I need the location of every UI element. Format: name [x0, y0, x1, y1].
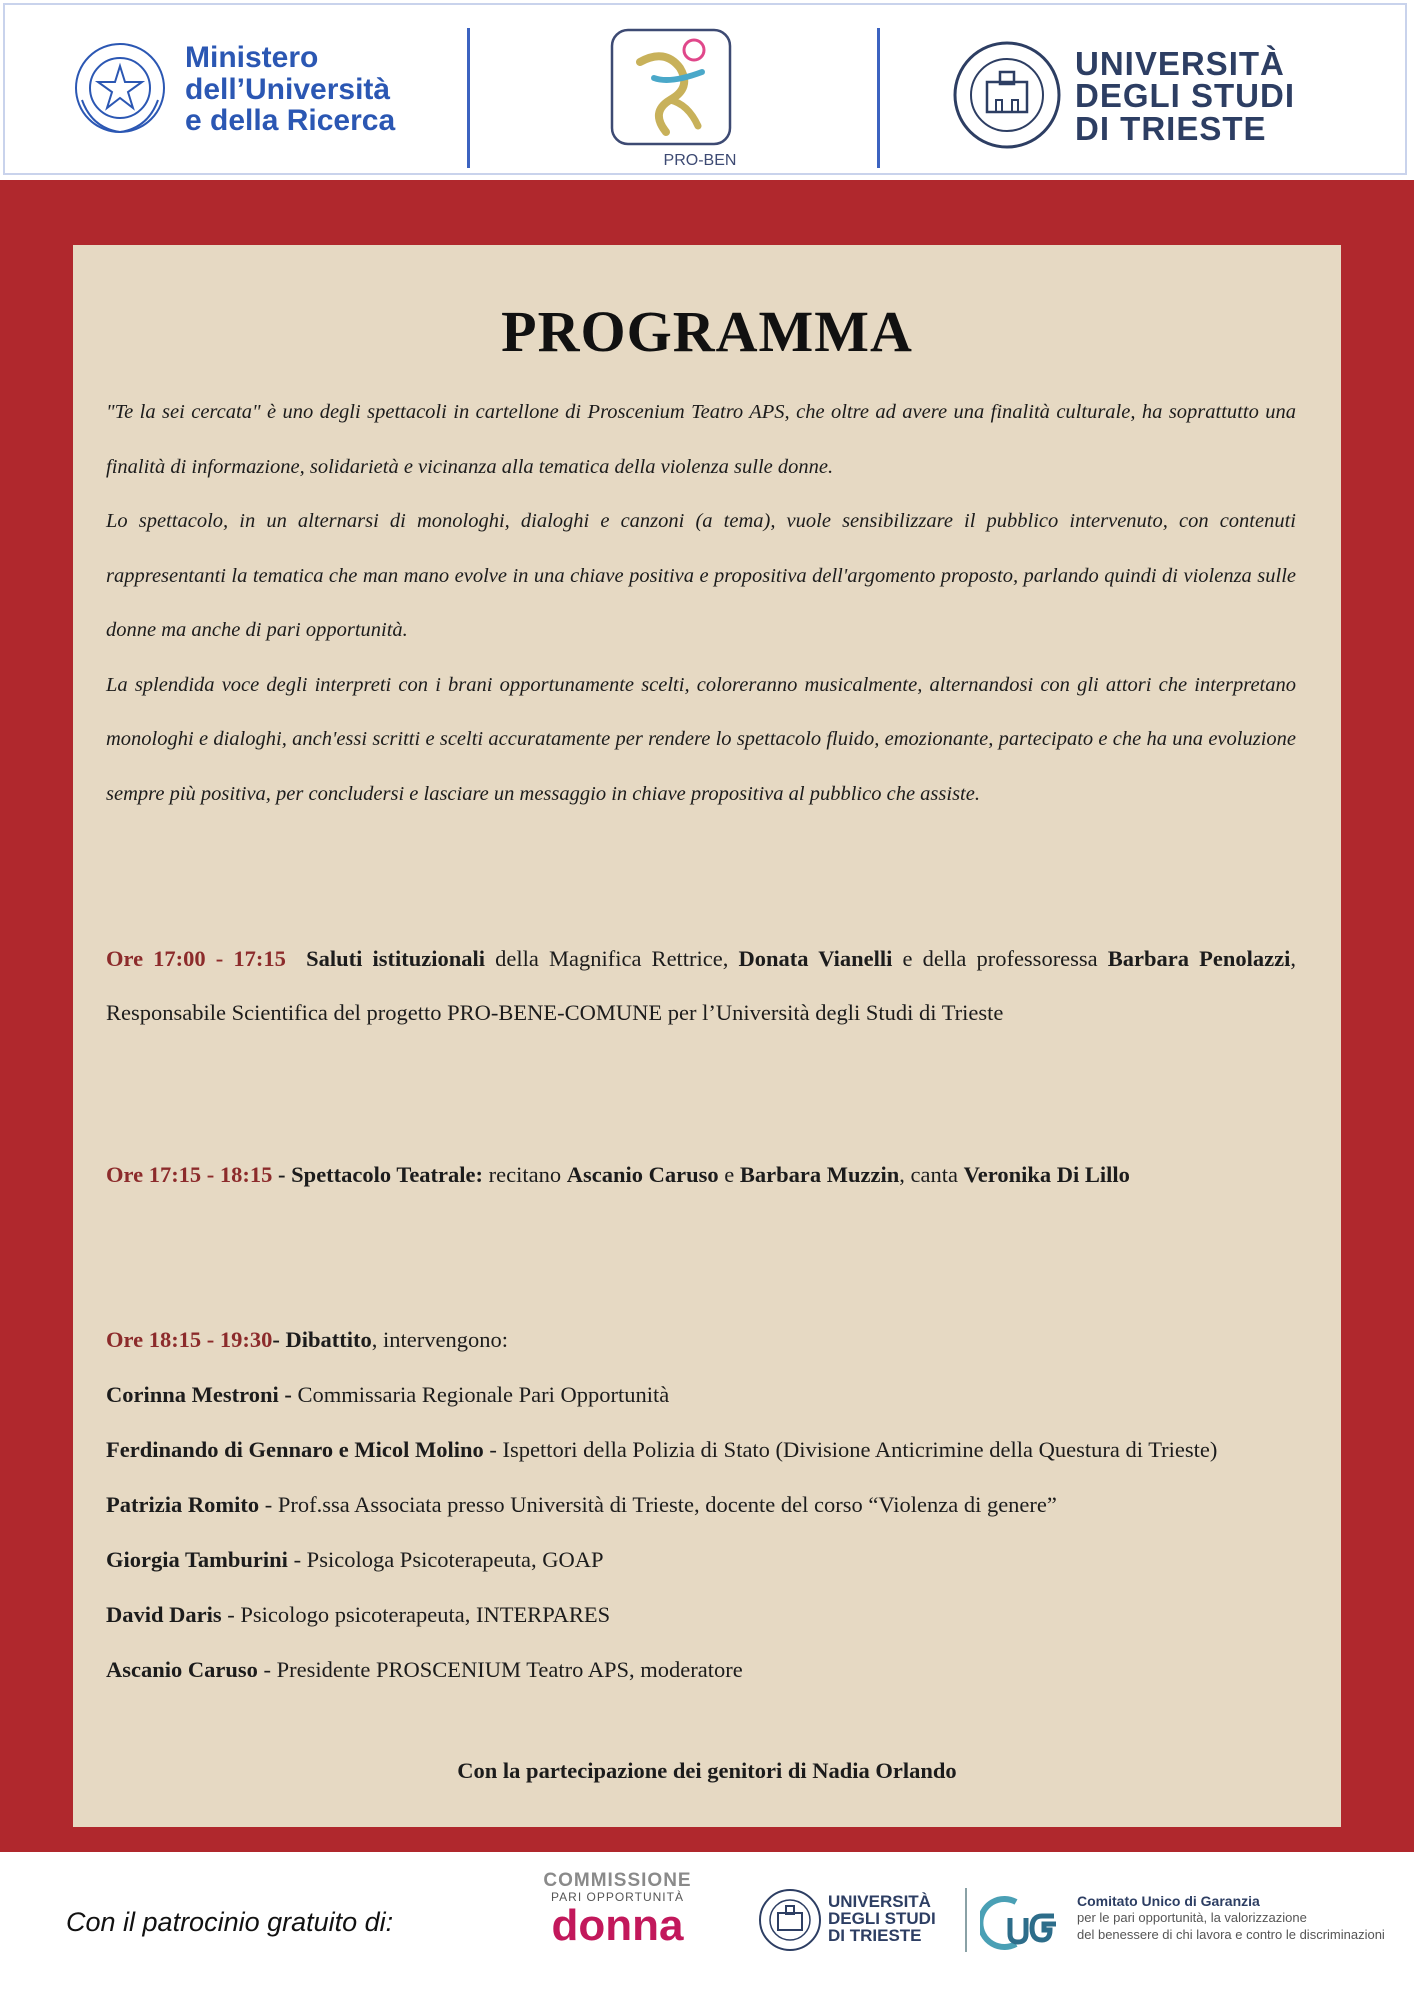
- schedule-item-show: Ore 17:15 - 18:15 - Spettacolo Teatrale: recitano Ascanio Caruso e Barbara Muzzin, canta Veronika Di Lillo: [106, 1162, 1130, 1187]
- speaker-name: David Daris: [106, 1602, 222, 1627]
- speaker-name: Giorgia Tamburini: [106, 1547, 288, 1572]
- schedule-time: Ore 17:00 - 17:15: [106, 946, 286, 971]
- university-footer-text: UNIVERSITÀ DEGLI STUDI DI TRIESTE: [828, 1892, 936, 1945]
- cug-logo-icon: [980, 1888, 1060, 1956]
- patronage-label: Con il patrocinio gratuito di:: [66, 1907, 394, 1937]
- speaker-item: Patrizia Romito - Prof.ssa Associata presso Università di Trieste, docente del corso “Violenza di genere”: [106, 1492, 1057, 1517]
- university-logo-text: UNIVERSITÀ DEGLI STUDI DI TRIESTE: [1075, 45, 1296, 147]
- schedule-title: - Dibattito: [272, 1327, 372, 1352]
- person-name: Barbara Muzzin: [739, 1162, 900, 1187]
- person-name: Barbara Penolazzi: [1107, 946, 1291, 971]
- schedule-time: Ore 18:15 - 19:30: [106, 1327, 273, 1352]
- speaker-item: Ferdinando di Gennaro e Micol Molino - Ispettori della Polizia di Stato (Divisione Anticrimine della Questura di Trieste): [106, 1437, 1218, 1462]
- speaker-item: Giorgia Tamburini - Psicologa Psicoterapeuta, GOAP: [106, 1547, 604, 1572]
- closing-note: Con la partecipazione dei genitori di Nadia Orlando: [457, 1758, 957, 1783]
- speaker-item: Corinna Mestroni - Commissaria Regionale Pari Opportunità: [106, 1382, 670, 1407]
- ministry-logo-text: Ministero dell’Università e della Ricerca: [185, 41, 396, 137]
- cug-description: Comitato Unico di Garanzia per le pari opportunità, la valorizzazione del benessere di chi lavora e contro le discriminazioni: [1077, 1893, 1385, 1943]
- schedule-title: Spettacolo Teatrale:: [291, 1162, 484, 1187]
- republic-emblem-icon: [72, 40, 168, 136]
- header-banner: [0, 0, 1414, 180]
- person-name: Donata Vianelli: [738, 946, 893, 971]
- university-seal-icon: [758, 1888, 822, 1952]
- intro-paragraph: "Te la sei cercata" è uno degli spettacoli in cartellone di Proscenium Teatro APS, che oltre ad avere una finalità culturale, ha soprattutto una finalità di informazione, solidarietà e vicinanza alla tematica della violenza sulle donne.: [106, 401, 1296, 478]
- intro-paragraph: La splendida voce degli interpreti con i brani opportunamente scelti, coloreranno musicalmente, alternandosi con gli attori che interpretano monologhi e dialoghi, anch'essi scritti e scelti accuratamente per rendere lo spettacolo fluido, emozionante, partecipato e che ha una evoluzione sempre più positiva, per concludersi e lasciare un messaggio in chiave propositiva al pubblico che assiste.: [106, 673, 1296, 805]
- speaker-name: Ascanio Caruso: [106, 1657, 258, 1682]
- university-seal-icon: [952, 40, 1062, 150]
- schedule-time: Ore 17:15 - 18:15: [106, 1162, 273, 1187]
- speaker-name: Patrizia Romito: [106, 1492, 260, 1517]
- person-name: Veronika Di Lillo: [963, 1162, 1130, 1187]
- speaker-item: David Daris - Psicologo psicoterapeuta, INTERPARES: [106, 1602, 611, 1627]
- intro-text: [106, 385, 1296, 821]
- person-name: Ascanio Caruso: [566, 1162, 719, 1187]
- page-title: PROGRAMMA: [501, 299, 913, 364]
- speaker-item: Ascanio Caruso - Presidente PROSCENIUM Teatro APS, moderatore: [106, 1657, 743, 1682]
- speaker-name: Ferdinando di Gennaro e Micol Molino: [106, 1437, 484, 1462]
- pro-ben-label: PRO-BEN: [663, 152, 737, 169]
- schedule-item-debate: Ore 18:15 - 19:30- Dibattito, intervengono: Corinna Mestroni - Commissaria Regionale Pari Opportunità Ferdinando di Gennaro e Micol Molino - Ispettori della Polizia di Stato (Divisione Anticrimine della Questura di Trieste) Patrizia Romito - Prof.ssa Associata presso Università di Trieste, docente del corso “Violenza di genere” Giorgia Tamburini - Psicologa Psicoterapeuta, GOAP David Daris - Psicologo psicoterapeuta, INTERPARES Ascanio Caruso - Presidente PROSCENIUM Teatro APS, moderatore: [106, 1313, 1296, 1697]
- intro-paragraph: Lo spettacolo, in un alternarsi di monologhi, dialoghi e canzoni (a tema), vuole sensibilizzare il pubblico intervenuto, con contenuti rappresentanti la tematica che man mano evolve in una chiave positiva e propositiva dell'argomento proposto, parlando quindi di violenza sulle donne ma anche di pari opportunità.: [106, 510, 1296, 641]
- schedule-item-greetings: Ore 17:00 - 17:15 Saluti istituzionali della Magnifica Rettrice, Donata Vianelli e della professoressa Barbara Penolazzi, Responsabile Scientifica del progetto PRO-BENE-COMUNE per l’Università degli Studi di Trieste: [106, 946, 1296, 1025]
- header-divider: [877, 28, 880, 168]
- pro-ben-logo-icon: [610, 28, 732, 146]
- footer-divider: [965, 1888, 967, 1952]
- commissione-logo: COMMISSIONE PARI OPPORTUNITÀ donna: [543, 1870, 692, 1950]
- schedule-title: Saluti istituzionali: [306, 946, 486, 971]
- speaker-name: Corinna Mestroni -: [106, 1382, 292, 1407]
- header-divider: [467, 28, 470, 168]
